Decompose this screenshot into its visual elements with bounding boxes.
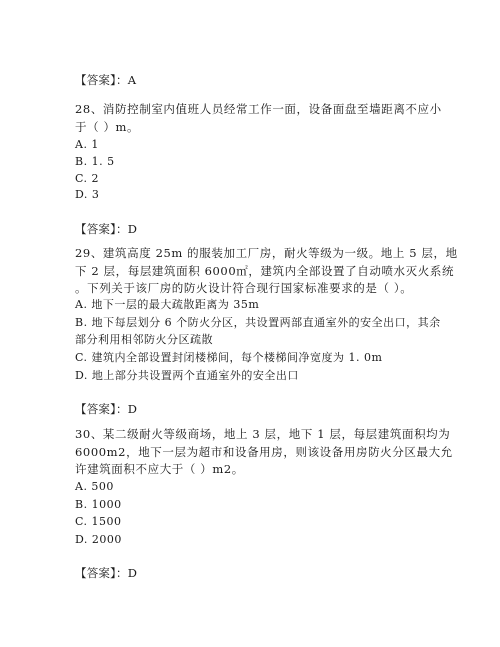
answer-line: 【答案】：A xyxy=(75,73,137,87)
question-29-line-1: 29、建筑高度 25m 的服装加工厂房，耐火等级为一级。地上 5 层，地 xyxy=(75,246,458,260)
question-29-line-3: 。下列关于该厂房的防火设计符合现行国家标准要求的是（ ）。 xyxy=(75,281,413,295)
question-30-line-1: 30、某二级耐火等级商场，地上 3 层，地下 1 层，每层建筑面积均为 xyxy=(75,427,451,441)
question-28-option-a: A. 1 xyxy=(75,138,99,151)
question-28-option-c: C. 2 xyxy=(75,172,100,185)
question-30-answer: 【答案】：D xyxy=(75,566,138,580)
question-30-option-b: B. 1000 xyxy=(75,498,122,511)
question-30-option-c: C. 1500 xyxy=(75,515,122,528)
question-29-answer: 【答案】：D xyxy=(75,402,138,416)
question-28-answer: 【答案】：D xyxy=(75,222,138,236)
question-30-option-a: A. 500 xyxy=(75,480,114,493)
question-28-option-d: D. 3 xyxy=(75,188,100,201)
question-30-line-2: 6000m2，地下一层为超市和设备用房，则该设备用房防火分区最大允 xyxy=(75,445,453,459)
question-28-line-2: 于（ ）m。 xyxy=(75,120,140,134)
question-30-line-3: 许建筑面积不应大于（ ）m2。 xyxy=(75,462,244,476)
question-29-option-d: D. 地上部分共设置两个直通室外的安全出口 xyxy=(75,369,299,382)
question-29-line-2: 下 2 层，每层建筑面积 6000㎡，建筑内全部设置了自动喷水灭火系统 xyxy=(75,264,455,278)
question-29-option-b: B. 地下每层划分 6 个防火分区，共设置两部直通室外的安全出口，其余 xyxy=(75,316,441,329)
question-29-option-c: C. 建筑内全部设置封闭楼梯间，每个楼梯间净宽度为 1. 0m xyxy=(75,351,383,364)
question-28-line-1: 28、消防控制室内值班人员经常工作一面，设备面盘至墙距离不应小 xyxy=(75,102,442,116)
question-29-option-b-cont: 部分利用相邻防火分区疏散 xyxy=(75,333,213,346)
question-28-option-b: B. 1. 5 xyxy=(75,155,115,168)
question-29-option-a: A. 地下一层的最大疏散距离为 35m xyxy=(75,298,260,311)
question-30-option-d: D. 2000 xyxy=(75,533,122,546)
